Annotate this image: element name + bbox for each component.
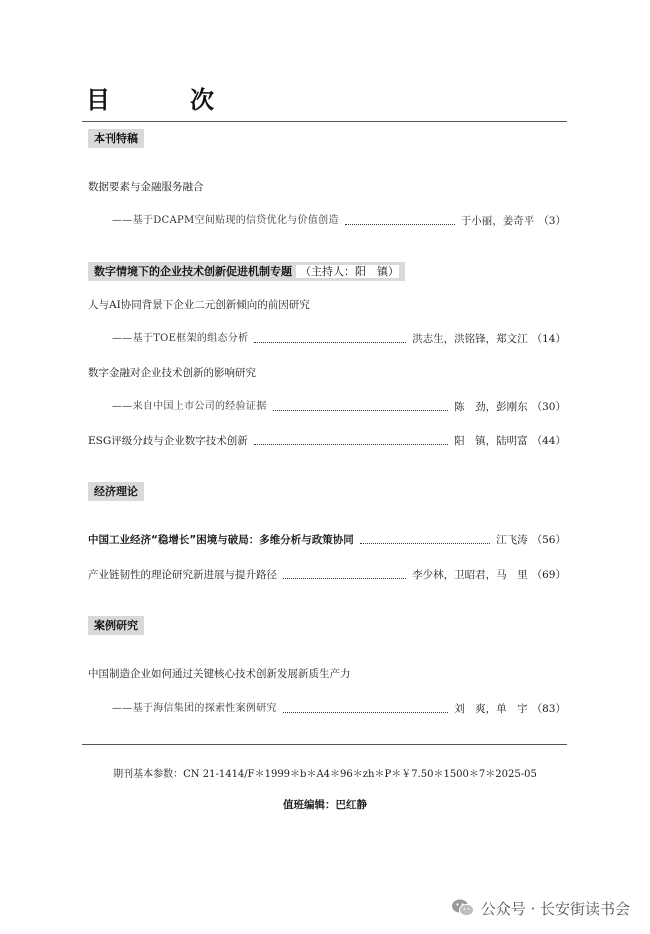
leader-dots xyxy=(283,578,406,579)
article-1-entry[interactable] xyxy=(112,213,566,229)
article-3-entry[interactable] xyxy=(112,399,566,415)
title-char-2: 次 xyxy=(190,86,214,114)
article-7-page: （83） xyxy=(531,703,566,715)
article-6-page: （69） xyxy=(531,569,566,581)
article-1-authors: 于小丽，姜奇平 xyxy=(460,215,535,227)
watermark xyxy=(451,896,630,920)
article-4-entry[interactable] xyxy=(88,433,566,449)
watermark-text: 公众号 · 长安街读书会 xyxy=(480,899,630,918)
leader-dots xyxy=(254,444,448,445)
article-2-subtitle: ——基于TOE框架的组态分析 xyxy=(112,333,249,344)
leader-dots xyxy=(273,410,449,411)
leader-dots xyxy=(345,224,455,225)
article-1-subtitle: ——基于DCAPM空间贴现的信贷优化与价值创造 xyxy=(112,215,339,226)
article-4-page: （44） xyxy=(531,435,566,447)
section-topic-label: 数字情境下的企业技术创新促进机制专题 xyxy=(94,265,292,278)
article-5-authors: 江飞涛 xyxy=(496,534,528,546)
bottom-divider xyxy=(82,744,567,745)
article-6-authors: 李少林，卫昭君，马 里 xyxy=(412,569,528,581)
top-divider xyxy=(82,121,567,122)
article-7-title[interactable]: 中国制造企业如何通过关键核心技术创新发展新质生产力 xyxy=(88,668,351,680)
journal-params: 期刊基本参数：CN 21-1414/F＊1999＊b＊A4＊96＊zh＊P＊￥7.50＊1500＊7＊2025-05 xyxy=(113,769,537,780)
wechat-icon xyxy=(451,898,475,918)
article-4-title: ESG评级分歧与企业数字技术创新 xyxy=(88,435,248,447)
article-2-page: （14） xyxy=(531,333,566,345)
article-2-title[interactable]: 人与AI协同背景下企业二元创新倾向的前因研究 xyxy=(88,299,310,311)
section-topic xyxy=(88,262,405,281)
article-5-entry[interactable] xyxy=(88,532,566,548)
article-3-subtitle: ——来自中国上市公司的经验证据 xyxy=(112,401,267,412)
article-2-entry[interactable] xyxy=(112,331,566,347)
section-special-label: 本刊特稿 xyxy=(94,132,138,145)
article-5-title: 中国工业经济“稳增长”困境与破局：多维分析与政策协同 xyxy=(88,534,354,546)
article-3-authors: 陈 劲，彭刚东 xyxy=(454,401,528,413)
article-1-title[interactable]: 数据要素与金融服务融合 xyxy=(88,181,204,193)
article-5-page: （56） xyxy=(531,534,566,546)
leader-dots xyxy=(360,543,490,544)
section-cases xyxy=(88,616,144,635)
article-7-entry[interactable] xyxy=(112,701,566,717)
article-6-title: 产业链韧性的理论研究新进展与提升路径 xyxy=(88,569,277,581)
section-cases-label: 案例研究 xyxy=(94,619,138,632)
section-special xyxy=(88,129,144,148)
page-title xyxy=(86,80,214,115)
article-1-page: （3） xyxy=(538,215,566,227)
section-topic-host: （主持人：阳 镇） xyxy=(296,265,399,278)
article-7-subtitle: ——基于海信集团的探索性案例研究 xyxy=(112,703,277,714)
leader-dots xyxy=(254,342,406,343)
section-economics-label: 经济理论 xyxy=(94,485,138,498)
article-2-authors: 洪志生，洪铭锋，郑文江 xyxy=(412,333,528,345)
article-7-authors: 刘 爽，单 宇 xyxy=(454,703,528,715)
section-economics xyxy=(88,482,144,501)
article-4-authors: 阳 镇，陆明富 xyxy=(454,435,528,447)
article-6-entry[interactable] xyxy=(88,567,566,583)
leader-dots xyxy=(283,712,448,713)
duty-editor: 值班编辑：巴红静 xyxy=(283,799,367,811)
article-3-page: （30） xyxy=(531,401,566,413)
title-char-1: 目 xyxy=(86,86,110,114)
article-3-title[interactable]: 数字金融对企业技术创新的影响研究 xyxy=(88,367,256,379)
